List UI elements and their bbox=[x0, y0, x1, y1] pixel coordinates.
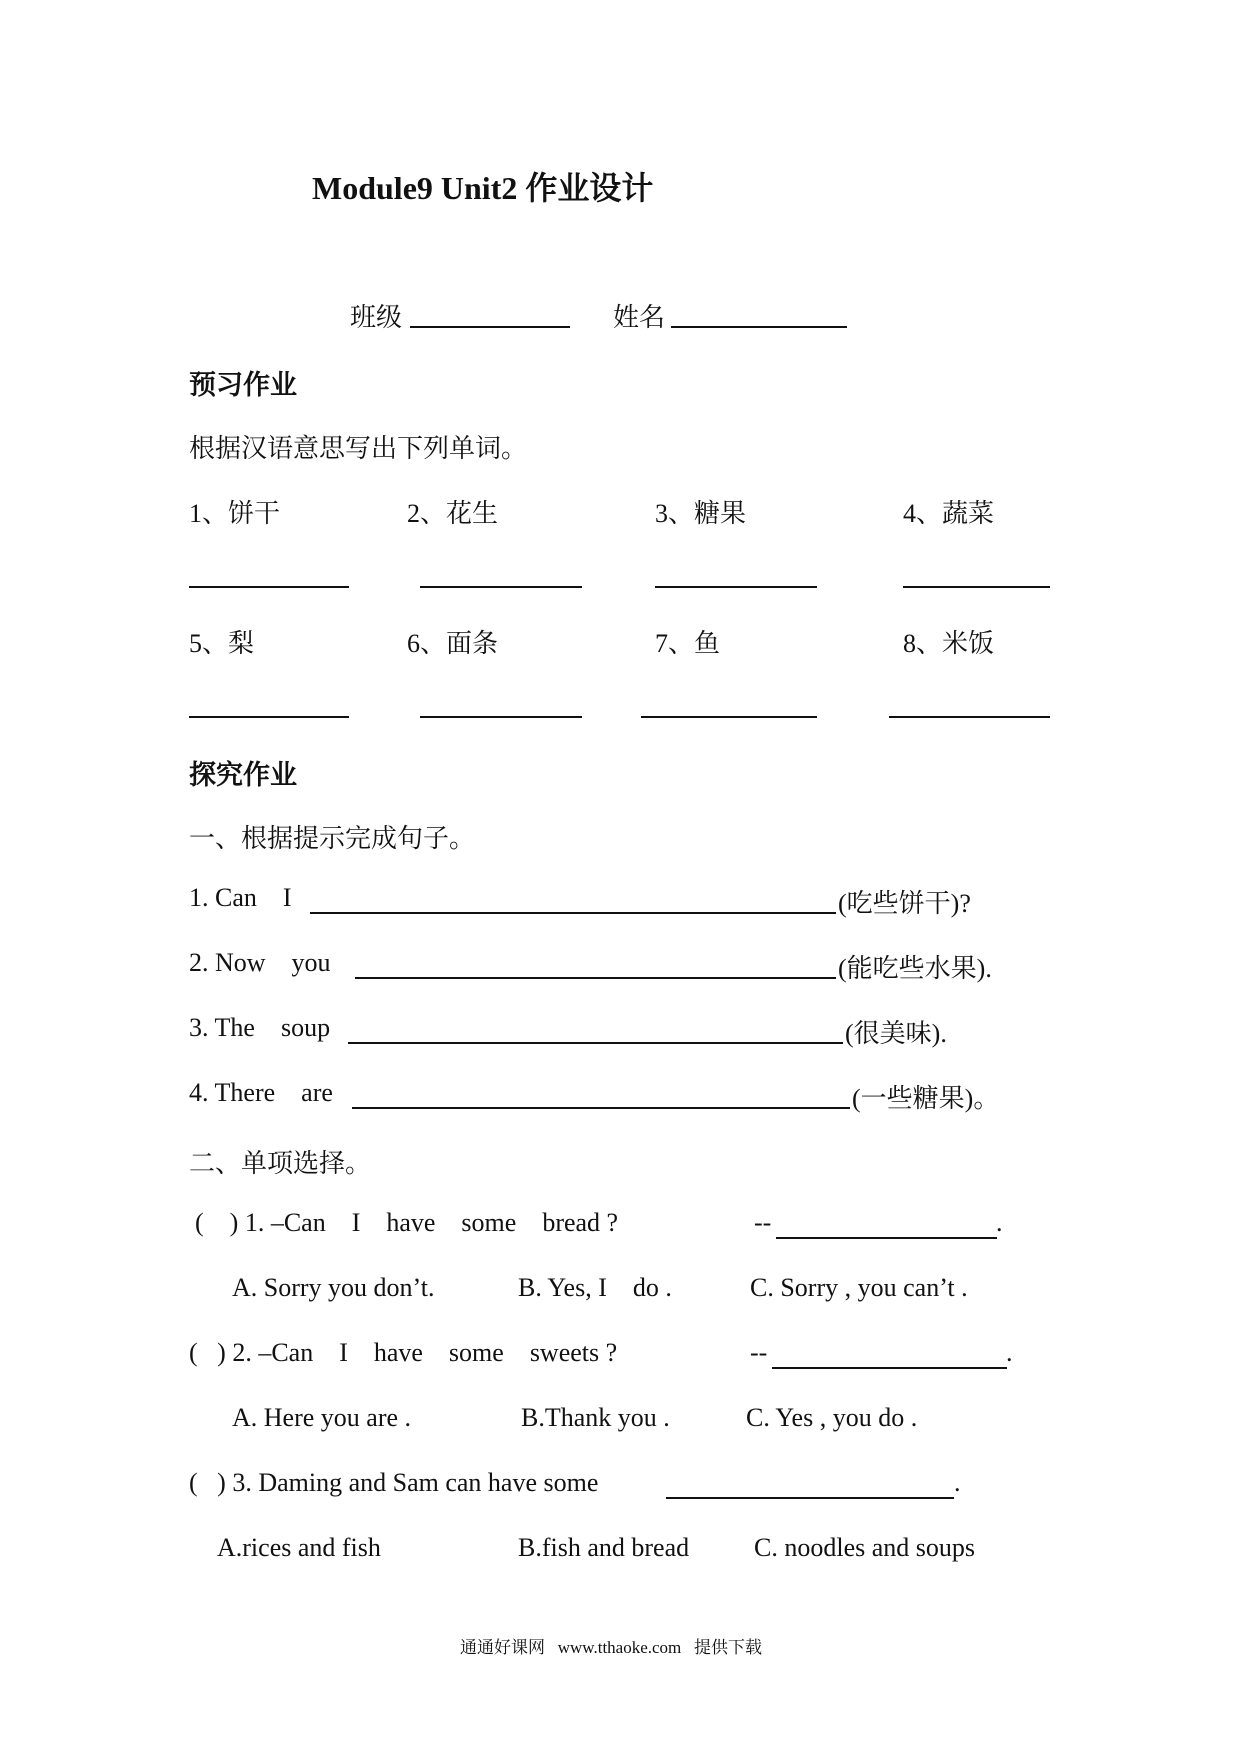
word-prompt: 4、蔬菜 bbox=[903, 499, 995, 528]
word-prompt: 6、面条 bbox=[407, 629, 499, 658]
word-prompt: 3、糖果 bbox=[655, 499, 747, 528]
question-stem: ( ) 1. –Can I have some bread ? bbox=[195, 1208, 619, 1237]
word-blank[interactable] bbox=[641, 716, 817, 718]
question-reply: -- bbox=[754, 1208, 772, 1237]
footer-note: 通通好课网 www.tthaoke.com 提供下载 bbox=[460, 1638, 763, 1657]
sentence-prefix: 2. Now you bbox=[189, 948, 338, 977]
explore-heading: 探究作业 bbox=[189, 760, 297, 790]
sentence-prefix: 4. There are bbox=[189, 1078, 333, 1107]
sentence-blank[interactable] bbox=[348, 1042, 843, 1044]
question-end: . bbox=[996, 1208, 1003, 1237]
question-stem: ( ) 3. Daming and Sam can have some bbox=[189, 1468, 605, 1497]
question-stem: ( ) 2. –Can I have some sweets ? bbox=[189, 1338, 618, 1367]
name-blank[interactable] bbox=[671, 326, 847, 328]
word-blank[interactable] bbox=[420, 716, 582, 718]
question-reply: -- bbox=[750, 1338, 768, 1367]
option[interactable]: C. Yes , you do . bbox=[746, 1403, 918, 1432]
sentence-prefix: 3. The soup bbox=[189, 1013, 331, 1042]
word-prompt: 2、花生 bbox=[407, 499, 499, 528]
sentence-blank[interactable] bbox=[310, 912, 836, 914]
option[interactable]: A.rices and fish bbox=[217, 1533, 381, 1562]
name-label: 姓名 bbox=[613, 303, 666, 332]
word-prompt: 7、鱼 bbox=[655, 629, 721, 658]
word-prompt: 5、梨 bbox=[189, 629, 255, 658]
sentence-hint: (吃些饼干)? bbox=[838, 889, 971, 918]
word-blank[interactable] bbox=[903, 586, 1050, 588]
preview-instruction: 根据汉语意思写出下列单词。 bbox=[189, 434, 528, 463]
answer-blank[interactable] bbox=[772, 1367, 1007, 1369]
question-end: . bbox=[1006, 1338, 1013, 1367]
sentence-blank[interactable] bbox=[352, 1107, 850, 1109]
sentence-hint: (一些糖果)。 bbox=[852, 1084, 1000, 1113]
preview-heading: 预习作业 bbox=[189, 370, 297, 400]
question-end: . bbox=[954, 1468, 961, 1497]
word-blank[interactable] bbox=[889, 716, 1050, 718]
option[interactable]: B. Yes, I do . bbox=[518, 1273, 672, 1302]
sentence-hint: (很美味). bbox=[845, 1019, 947, 1048]
option[interactable]: A. Here you are . bbox=[232, 1403, 412, 1432]
word-blank[interactable] bbox=[189, 586, 349, 588]
word-prompt: 8、米饭 bbox=[903, 629, 995, 658]
sentence-blank[interactable] bbox=[355, 977, 836, 979]
word-blank[interactable] bbox=[420, 586, 582, 588]
option[interactable]: A. Sorry you don’t. bbox=[232, 1273, 435, 1302]
class-label: 班级 bbox=[350, 303, 403, 332]
answer-blank[interactable] bbox=[666, 1497, 954, 1499]
part2-title: 二、单项选择。 bbox=[189, 1149, 372, 1178]
option[interactable]: C. noodles and soups bbox=[754, 1533, 975, 1562]
sentence-hint: (能吃些水果). bbox=[838, 954, 992, 983]
class-blank[interactable] bbox=[410, 326, 570, 328]
page-title: Module9 Unit2 作业设计 bbox=[312, 170, 654, 206]
option[interactable]: B.fish and bread bbox=[518, 1533, 690, 1562]
sentence-prefix: 1. Can I bbox=[189, 883, 299, 912]
word-blank[interactable] bbox=[655, 586, 817, 588]
word-prompt: 1、饼干 bbox=[189, 499, 281, 528]
option[interactable]: B.Thank you . bbox=[521, 1403, 670, 1432]
answer-blank[interactable] bbox=[776, 1237, 997, 1239]
option[interactable]: C. Sorry , you can’t . bbox=[750, 1273, 968, 1302]
word-blank[interactable] bbox=[189, 716, 349, 718]
part1-title: 一、根据提示完成句子。 bbox=[189, 824, 476, 853]
